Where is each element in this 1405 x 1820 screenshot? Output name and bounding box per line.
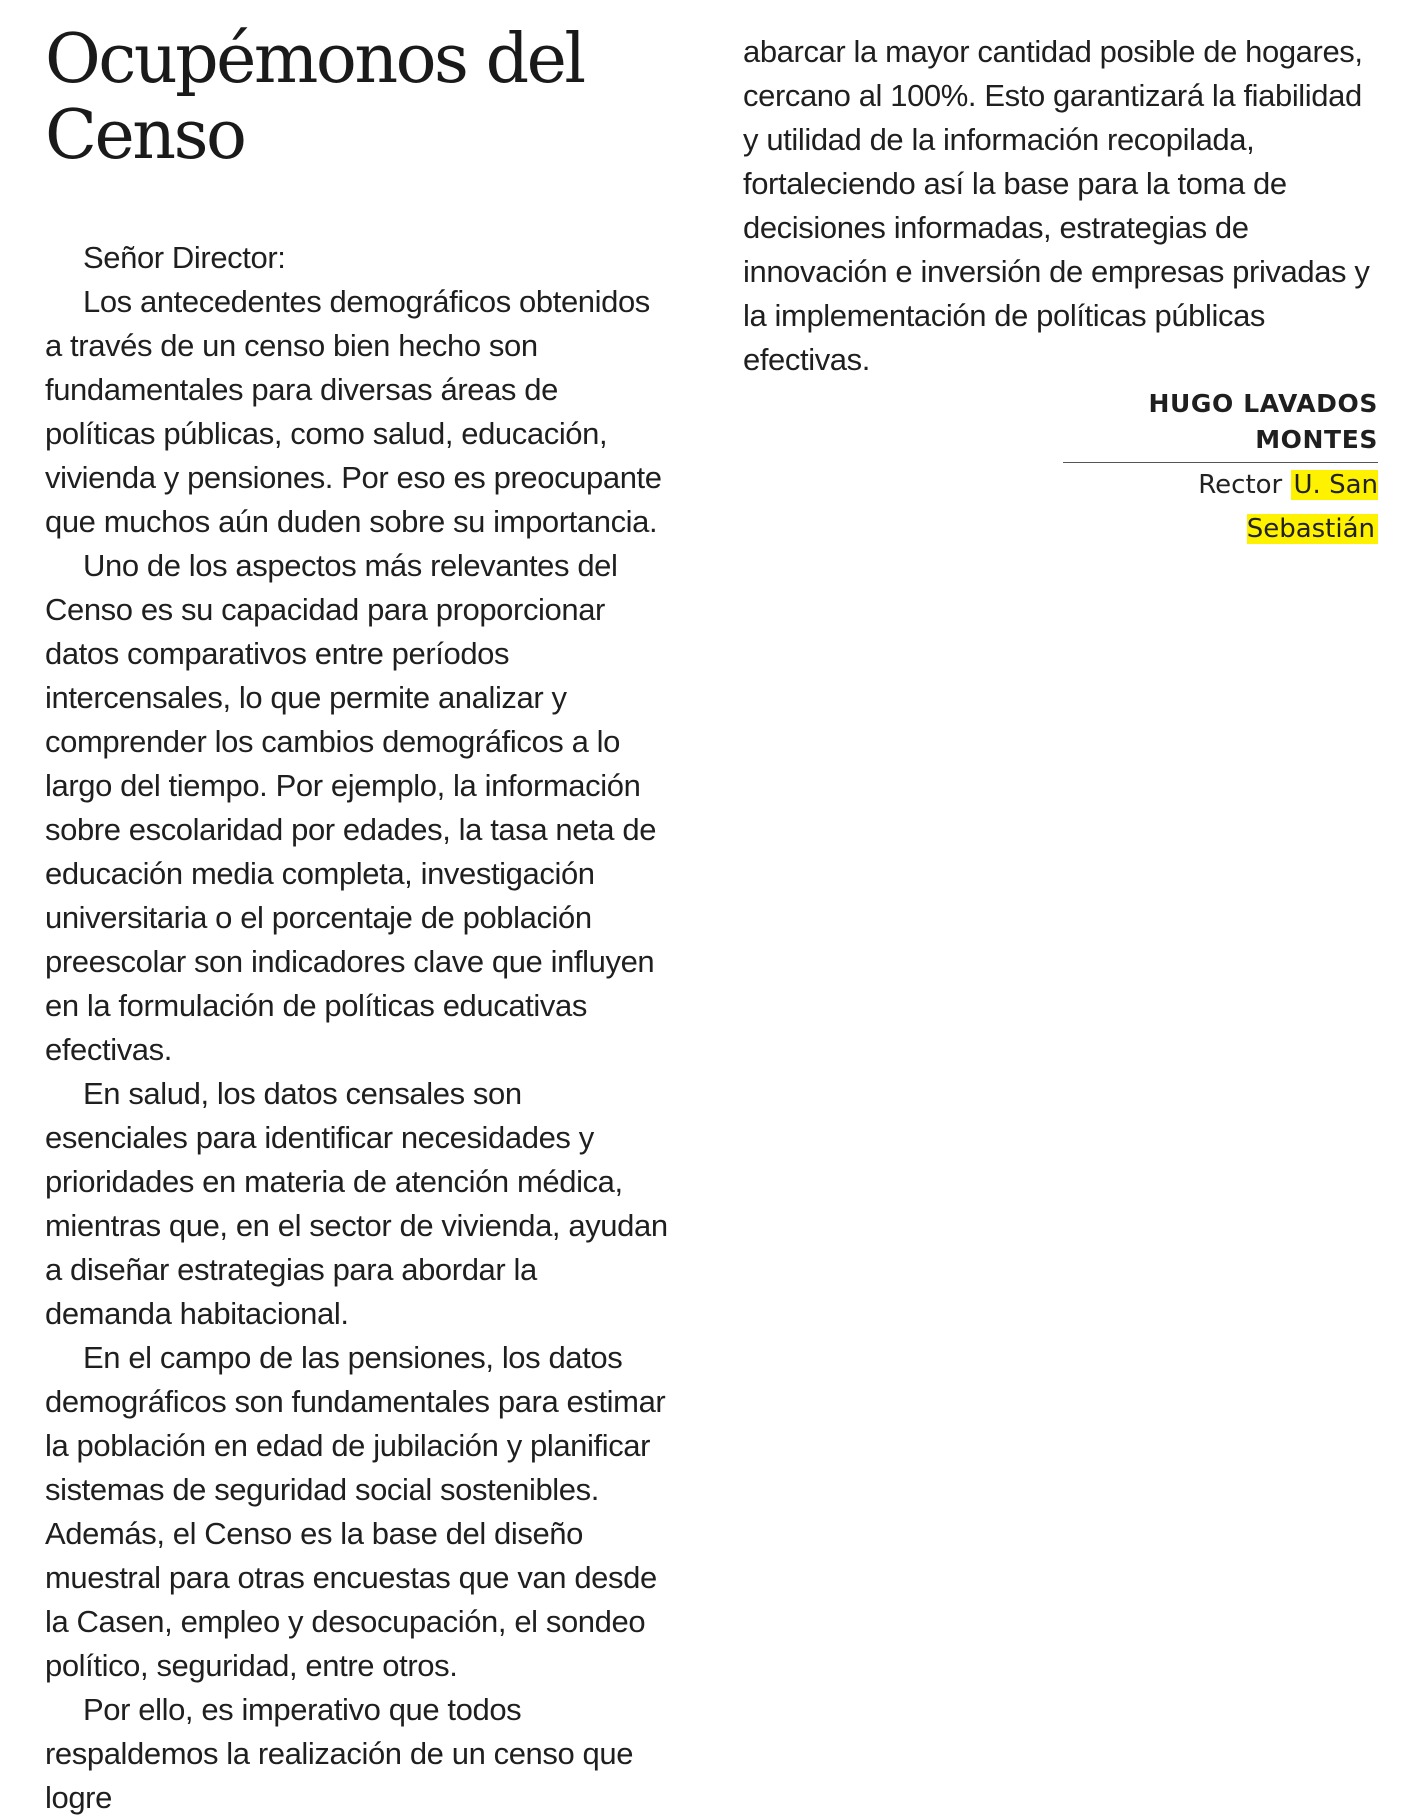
signature-block	[1063, 386, 1378, 551]
author-institution: U. San Sebastián	[1246, 470, 1378, 544]
headline-text: Ocupémonos del Censo	[45, 20, 584, 175]
paragraph-4: En el campo de las pensiones, los datos demográficos son fundamentales para estimar la población en edad de jubilación y planificar sistemas de seguridad social sostenibles. Además, el Censo es la base del diseño muestral para otras encuestas que van desde la Casen, empleo y desocupación, el sondeo político, seguridad, entre otros.	[45, 1340, 666, 1683]
paragraph-1: Los antecedentes demográficos obtenidos a través de un censo bien hecho son fundamentales para diversas áreas de políticas públicas, como salud, educación, vivienda y pensiones. Por eso es preocupante que muchos aún duden sobre su importancia.	[45, 284, 662, 539]
letter-column-left	[45, 236, 670, 1820]
letter-column-right	[743, 30, 1383, 382]
salutation: Señor Director:	[83, 240, 286, 275]
paragraph-5: Por ello, es imperativo que todos respaldemos la realización de un censo que logre	[45, 1692, 634, 1815]
headline	[45, 22, 645, 174]
paragraph-continuation: abarcar la mayor cantidad posible de hogares, cercano al 100%. Esto garantizará la fiabilidad y utilidad de la información recopilada, fortaleciendo así la base para la toma de decisiones informadas, estrategias de innovación e inversión de empresas privadas y la implementación de políticas públicas efectivas.	[743, 34, 1370, 377]
author-title: Rector	[1198, 470, 1283, 500]
author-name: HUGO LAVADOS MONTES	[1063, 386, 1378, 463]
paragraph-3: En salud, los datos censales son esenciales para identificar necesidades y prioridades en materia de atención médica, mientras que, en el sector de vivienda, ayudan a diseñar estrategias para abordar la demanda habitacional.	[45, 1076, 668, 1331]
author-title-line	[1063, 463, 1378, 551]
paragraph-2: Uno de los aspectos más relevantes del Censo es su capacidad para proporcionar datos comparativos entre períodos intercensales, lo que permite analizar y comprender los cambios demográficos a lo largo del tiempo. Por ejemplo, la información sobre escolaridad por edades, la tasa neta de educación media completa, investigación universitaria o el porcentaje de población preescolar son indicadores clave que influyen en la formulación de políticas educativas efectivas.	[45, 548, 657, 1067]
